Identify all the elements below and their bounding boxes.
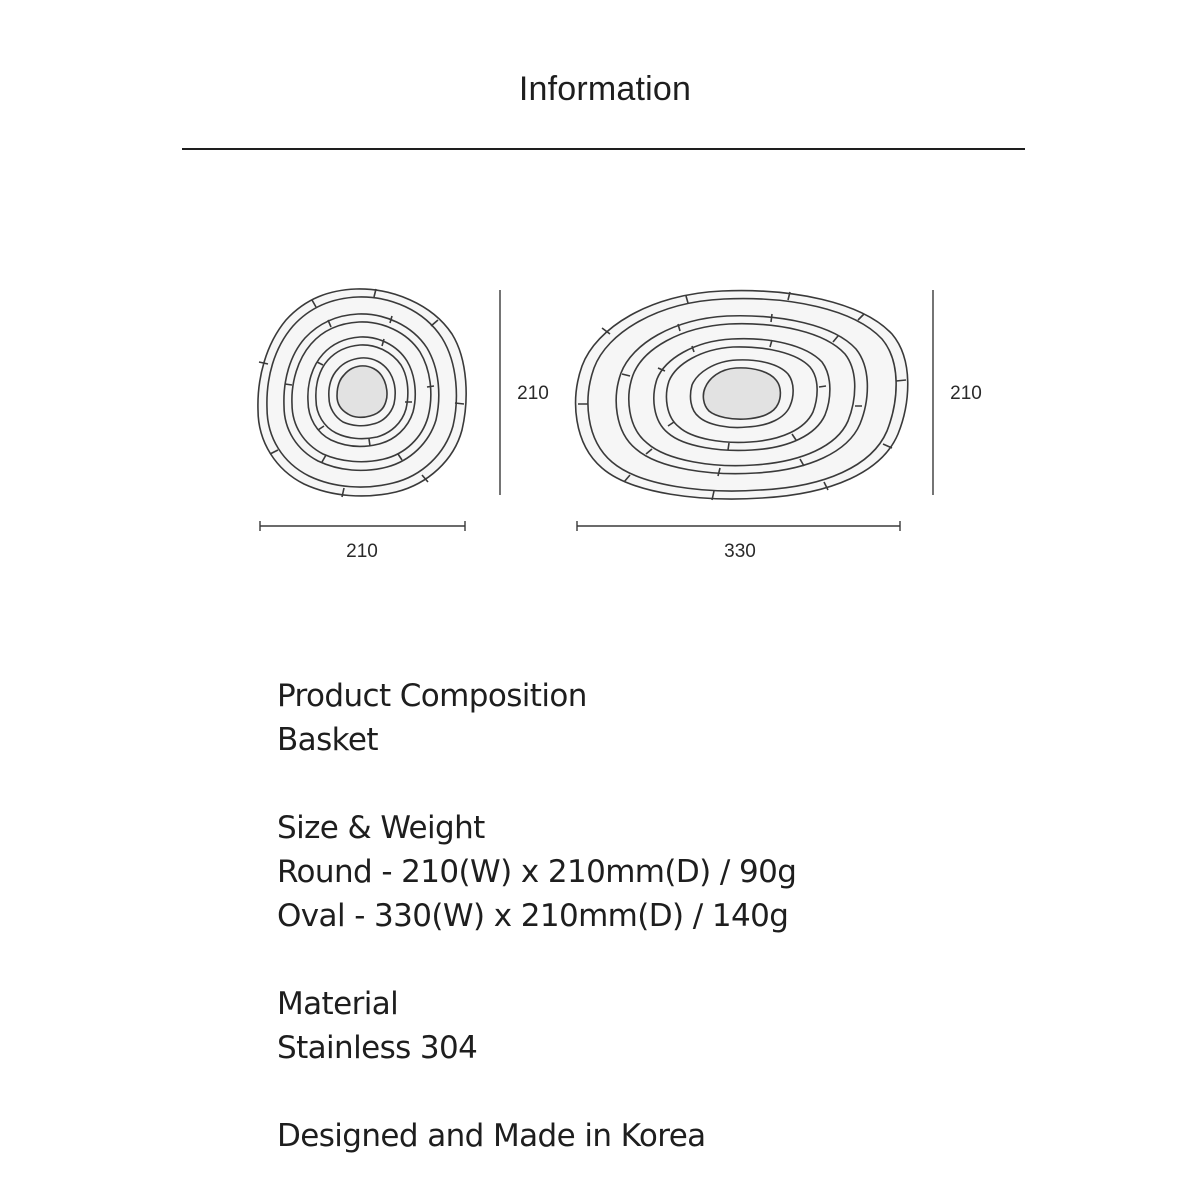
round-depth-label: 210 xyxy=(517,383,549,404)
material-value: Stainless 304 xyxy=(277,1030,478,1066)
oval-width-dimension-line xyxy=(577,521,900,531)
page-title: Information xyxy=(518,70,692,108)
material-section xyxy=(277,982,977,1070)
oval-depth-label: 210 xyxy=(950,383,982,404)
composition-section xyxy=(277,674,977,762)
size-weight-round: Round - 210(W) x 210mm(D) / 90g xyxy=(277,854,797,890)
oval-width-label: 330 xyxy=(724,541,756,562)
size-weight-section xyxy=(277,806,977,938)
composition-value: Basket xyxy=(277,722,378,758)
product-details xyxy=(277,674,977,1202)
origin-text: Designed and Made in Korea xyxy=(277,1118,706,1154)
oval-basket-illustration xyxy=(576,291,908,500)
round-width-label: 210 xyxy=(346,541,378,562)
size-weight-heading: Size & Weight xyxy=(277,810,485,846)
round-width-dimension-line xyxy=(260,521,465,531)
origin-section xyxy=(277,1114,977,1158)
material-heading: Material xyxy=(277,986,399,1022)
composition-heading: Product Composition xyxy=(277,678,587,714)
round-basket-illustration xyxy=(258,289,466,497)
size-weight-oval: Oval - 330(W) x 210mm(D) / 140g xyxy=(277,898,789,934)
